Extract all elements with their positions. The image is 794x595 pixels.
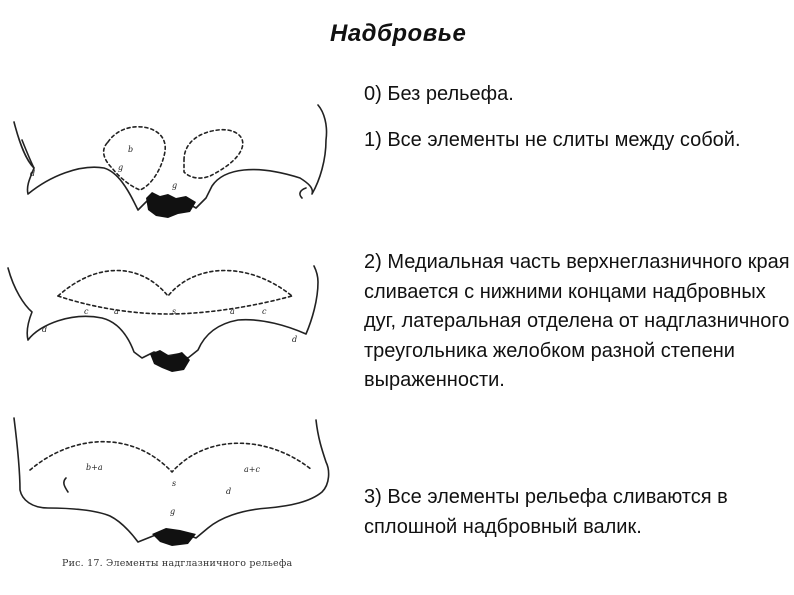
relief-grade-0: 0) Без рельефа. xyxy=(364,83,514,105)
label-d-2: d xyxy=(42,325,48,334)
label-d-1: d xyxy=(30,169,36,178)
glabella-mark-3 xyxy=(152,528,196,546)
label-g-1: g xyxy=(118,163,124,172)
label-d-2b: d xyxy=(292,335,298,344)
label-g-1b: g xyxy=(172,181,178,190)
glabella-mark-2 xyxy=(150,350,190,372)
glabella-mark-1 xyxy=(146,192,196,218)
label-g-3: g xyxy=(170,507,176,516)
relief-grade-2: 2) Медиальная часть верхнеглазничного края сливается с нижними концами надбровных дуг, латеральная отделена от надглазничного треугольника желобком разной степени выраженности. xyxy=(364,251,790,391)
relief-grade-1: 1) Все элементы не слиты между собой. xyxy=(364,129,741,151)
slide-title: Надбровье xyxy=(330,20,467,47)
label-c-2b: c xyxy=(262,307,267,316)
relief-grade-3: 3) Все элементы рельефа сливаются в сплошной надбровный валик. xyxy=(364,486,728,538)
brow-outline-grade-1 xyxy=(14,105,327,210)
label-a-2b: a xyxy=(230,307,235,316)
label-b-1: b xyxy=(128,145,134,154)
label-ca-3: a+c xyxy=(244,465,260,474)
label-c-2: c xyxy=(84,307,89,316)
brow-ridge-figure xyxy=(0,95,345,595)
figure-caption: Рис. 17. Элементы надглазничного рельефа xyxy=(62,558,293,569)
label-s-3: s xyxy=(172,479,177,488)
label-a-2: a xyxy=(114,307,119,316)
brow-outline-grade-2 xyxy=(8,266,318,358)
label-s-2: s xyxy=(172,307,177,316)
label-d-3: d xyxy=(226,487,232,496)
label-ba-3: b+a xyxy=(86,463,103,472)
